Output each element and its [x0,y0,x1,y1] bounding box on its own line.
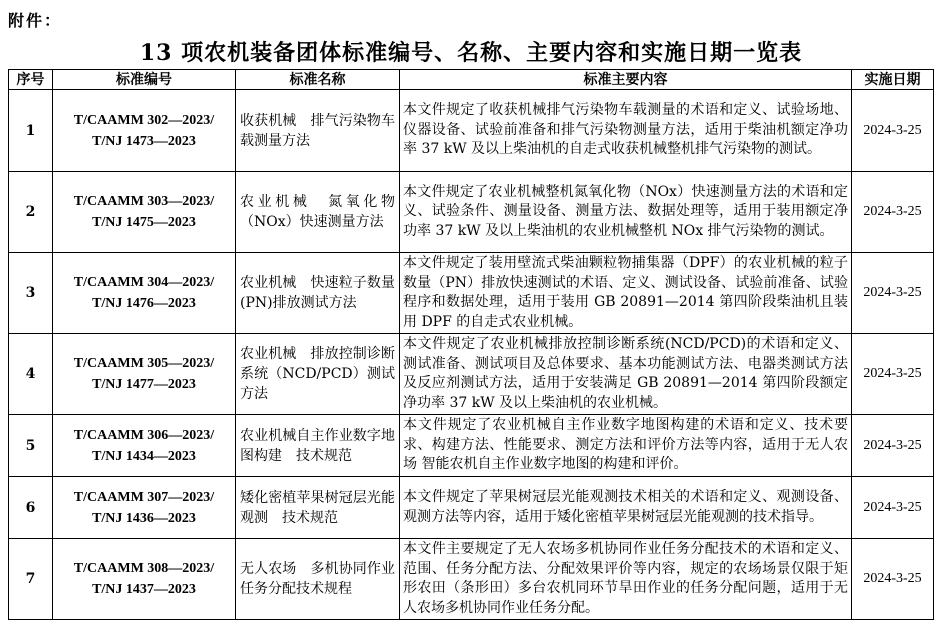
column-header-content: 标准主要内容 [400,70,852,90]
row-code [53,172,236,253]
table-row [9,253,934,334]
row-seq: 7 [9,539,53,620]
row-code [53,253,236,334]
column-header-date: 实施日期 [852,70,934,90]
table-header-row [9,70,934,90]
standards-table [8,69,934,620]
row-name: 无人农场 多机协同作业任务分配技术规程 [236,539,400,620]
row-name: 农业机械 氮氧化物（NOx）快速测量方法 [236,172,400,253]
row-code-line1: T/CAAMM 308—2023/ [73,561,215,576]
row-content: 本文件规定了农业机械排放控制诊断系统(NCD/PCD)的术语和定义、测试准备、测试项目及总体要求、基本功能测试方法、电器类测试方法及反应剂测试方法，适用于安装满足 GB 20891—2014 第四阶段额定净功率 37 kW 及以上柴油机的农业机械。 [400,334,852,415]
column-header-name: 标准名称 [236,70,400,90]
row-code-line2: T/NJ 1476—2023 [92,296,196,311]
row-code-line1: T/CAAMM 304—2023/ [73,275,215,290]
row-code-line1: T/CAAMM 307—2023/ [73,489,215,505]
row-content: 本文件规定了收获机械排气污染物车载测量的术语和定义、试验场地、仪器设备、试验前准备和排气污染物测量方法，适用于柴油机额定净功率 37 kW 及以上柴油机的自走式收获机械整机排气污染物的测试。 [400,90,852,172]
page-title: 13 项农机装备团体标准编号、名称、主要内容和实施日期一览表 [139,40,803,66]
table-row [9,539,934,620]
row-date: 2024-3-25 [852,90,934,172]
row-code-line2: T/NJ 1437—2023 [92,582,196,597]
table-row [9,334,934,415]
row-date: 2024-3-25 [852,253,934,334]
row-code [53,90,236,172]
row-code-line1: T/CAAMM 302—2023/ [73,112,215,128]
row-content: 本文件主要规定了无人农场多机协同作业任务分配技术的术语和定义、范围、任务分配方法、分配效果评价等内容，规定的农场场景仅限于矩形农田（条形田）多台农机同环节旱田作业的任务分配问题，适用于无人农场多机协同作业任务分配。 [400,539,852,620]
table-row [9,477,934,539]
row-code [53,334,236,415]
row-code [53,539,236,620]
row-code-line2: T/NJ 1477—2023 [92,377,196,392]
row-name: 农业机械自主作业数字地图构建 技术规范 [236,415,400,477]
row-content: 本文件规定了装用壁流式柴油颗粒物捕集器（DPF）的农业机械的粒子数量（PN）排放快速测试的术语、定义、测试设备、试验前准备、试验程序和数据处理，适用于装用 GB 20891—2014 第四阶段柴油机且装用 DPF 的自走式农业机械。 [400,253,852,334]
row-name: 收获机械 排气污染物车载测量方法 [236,90,400,172]
row-date: 2024-3-25 [852,334,934,415]
column-header-seq: 序号 [9,70,53,90]
column-header-code: 标准编号 [53,70,236,90]
row-name: 矮化密植苹果树冠层光能观测 技术规范 [236,477,400,539]
row-date: 2024-3-25 [852,477,934,539]
row-content: 本文件规定了农业机械整机氮氧化物（NOx）快速测量方法的术语和定义、试验条件、测量设备、测量方法、数据处理等，适用于装用额定净功率 37 kW 及以上柴油机的农业机械整机 NOx 排气污染物的测试。 [400,172,852,253]
row-code-line2: T/NJ 1436—2023 [92,510,196,526]
row-name: 农业机械 快速粒子数量(PN)排放测试方法 [236,253,400,334]
table-row [9,172,934,253]
row-content: 本文件规定了农业机械自主作业数字地图构建的术语和定义、技术要求、构建方法、性能要求、测定方法和评价方法等内容，适用于无人农场 智能农机自主作业数字地图的构建和评价。 [400,415,852,477]
row-seq: 4 [9,334,53,415]
row-date: 2024-3-25 [852,172,934,253]
row-code-line2: T/NJ 1434—2023 [92,448,196,464]
row-date: 2024-3-25 [852,415,934,477]
row-code-line2: T/NJ 1473—2023 [92,133,196,149]
table-row [9,415,934,477]
row-name: 农业机械 排放控制诊断系统（NCD/PCD）测试方法 [236,334,400,415]
row-date: 2024-3-25 [852,539,934,620]
row-code-line2: T/NJ 1475—2023 [92,215,196,230]
row-seq: 1 [9,90,53,172]
row-code [53,415,236,477]
row-code-line1: T/CAAMM 303—2023/ [73,194,215,209]
attachment-label: 附件： [8,11,63,30]
row-seq: 2 [9,172,53,253]
table-row [9,90,934,172]
row-code-line1: T/CAAMM 306—2023/ [73,427,215,443]
row-code [53,477,236,539]
row-seq: 6 [9,477,53,539]
row-content: 本文件规定了苹果树冠层光能观测技术相关的术语和定义、观测设备、观测方法等内容，适用于矮化密植苹果树冠层光能观测的技术指导。 [400,477,852,539]
row-seq: 5 [9,415,53,477]
row-code-line1: T/CAAMM 305—2023/ [73,356,215,371]
row-seq: 3 [9,253,53,334]
